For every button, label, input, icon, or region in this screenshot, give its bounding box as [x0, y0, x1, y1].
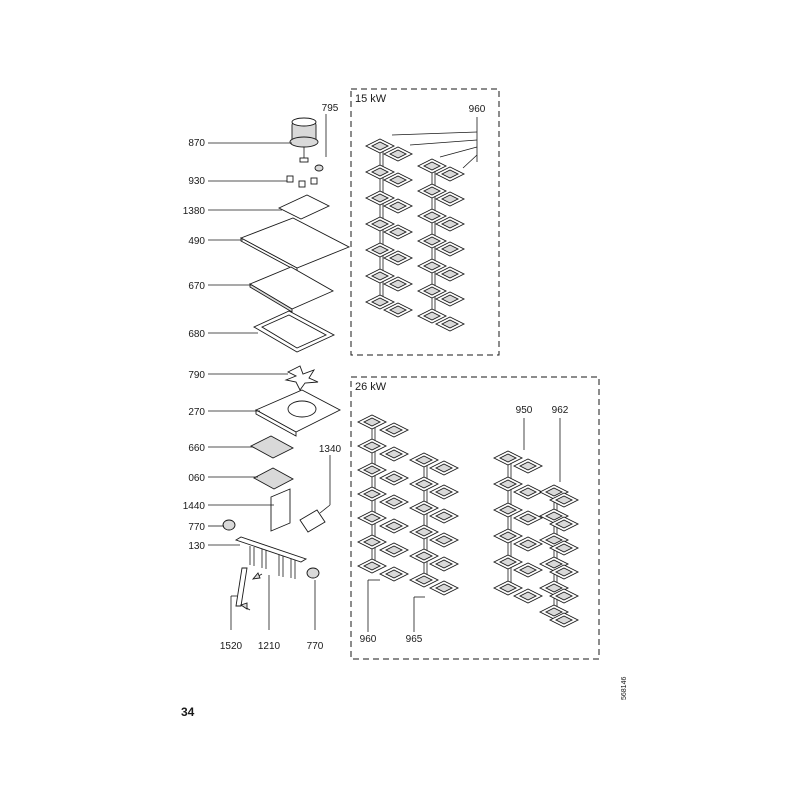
callout-26kw-950: 950	[515, 405, 533, 416]
part-660-plate	[251, 436, 293, 458]
part-1520-element	[236, 568, 247, 606]
part-490-plate	[241, 218, 349, 268]
heating-element-stack-15kw	[366, 139, 464, 331]
callout-1520: 1520	[219, 641, 243, 652]
callout-270: 270	[188, 407, 205, 418]
callout-1210: 1210	[257, 641, 281, 652]
document-code: 568146	[621, 676, 628, 700]
callout-1380: 1380	[182, 206, 205, 217]
box-15kw	[351, 89, 499, 355]
callout-130: 130	[188, 541, 205, 552]
part-770-knob-bottom	[307, 568, 319, 578]
part-790-fan	[286, 366, 318, 390]
part-270-housing	[256, 390, 340, 436]
callout-680: 680	[188, 329, 205, 340]
callout-490: 490	[188, 236, 205, 247]
callout-26kw-960: 960	[359, 634, 377, 645]
part-060-plate	[254, 468, 293, 489]
callout-790: 790	[188, 370, 205, 381]
callout-26kw-962: 962	[551, 405, 569, 416]
callout-060: 060	[188, 473, 205, 484]
page-number: 34	[181, 705, 195, 719]
part-795-nut	[315, 165, 323, 171]
callout-770-bottom: 770	[306, 641, 324, 652]
box-15kw-title: 15 kW	[355, 93, 387, 105]
part-770-knob-top	[223, 520, 235, 530]
callout-660: 660	[188, 443, 205, 454]
box-26kw	[351, 377, 599, 659]
part-670-plate	[250, 267, 333, 309]
callout-795: 795	[321, 103, 339, 114]
part-1380-plate	[279, 195, 329, 219]
heating-element-stack-26kw	[358, 415, 578, 627]
left-exploded-assembly	[208, 114, 349, 630]
part-1440-panel	[271, 489, 290, 531]
callout-870: 870	[188, 138, 205, 149]
box-26kw-title: 26 kW	[355, 381, 387, 393]
part-1340-card	[300, 510, 325, 532]
callout-770-top: 770	[188, 522, 205, 533]
callout-15kw-960: 960	[468, 104, 486, 115]
callout-930: 930	[188, 176, 205, 187]
part-930-screws	[287, 176, 317, 187]
callout-1340: 1340	[318, 444, 342, 455]
part-870-motor	[290, 118, 318, 162]
callout-26kw-965: 965	[405, 634, 423, 645]
callout-670: 670	[188, 281, 205, 292]
callout-1440: 1440	[182, 501, 205, 512]
